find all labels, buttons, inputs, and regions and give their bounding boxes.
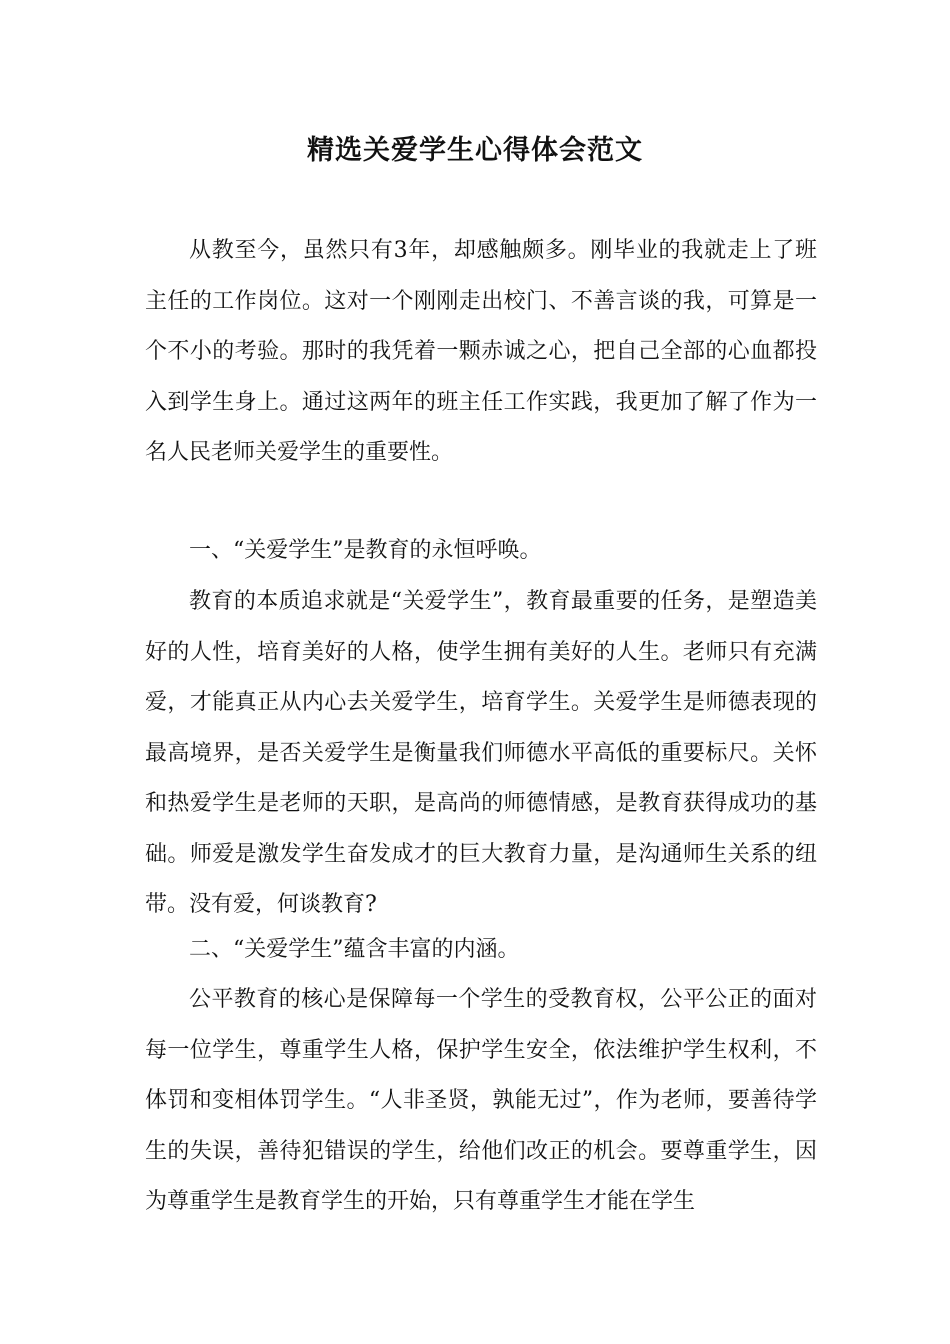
- document-title: 精选关爱学生心得体会范文: [307, 135, 643, 166]
- section1-heading: 一、“关爱学生”是教育的永恒呼唤。: [189, 538, 542, 563]
- section2-heading: 二、“关爱学生”蕴含丰富的内涵。: [189, 937, 520, 962]
- section1-paragraph: 教育的本质追求就是“关爱学生”，教育最重要的任务，是塑造美好的人性，培育美好的人格，使学生拥有美好的人生。老师只有充满爱，才能真正从内心去关爱学生，培育学生。关爱学生是师德表现的最高境界，是否关爱学生是衡量我们师德水平高低的重要标尺。关怀和热爱学生是老师的天职，是高尚的师德情感，是教育获得成功的基础。师爱是激发学生奋发成才的巨大教育力量，是沟通师生关系的纽带。没有爱，何谈教育?: [145, 589, 817, 917]
- intro-paragraph: 从教至今，虽然只有3年，却感触颇多。刚毕业的我就走上了班主任的工作岗位。这对一个刚刚走出校门、不善言谈的我，可算是一个不小的考验。那时的我凭着一颗赤诚之心，把自己全部的心血都投入到学生身上。通过这两年的班主任工作实践，我更加了解了作为一名人民老师关爱学生的重要性。: [145, 238, 817, 465]
- section2-paragraph: 公平教育的核心是保障每一个学生的受教育权，公平公正的面对每一位学生，尊重学生人格，保护学生安全，依法维护学生权利，不体罚和变相体罚学生。“人非圣贤，孰能无过”，作为老师，要善待学生的失误，善待犯错误的学生，给他们改正的机会。要尊重学生，因为尊重学生是教育学生的开始，只有尊重学生才能在学生: [145, 987, 817, 1214]
